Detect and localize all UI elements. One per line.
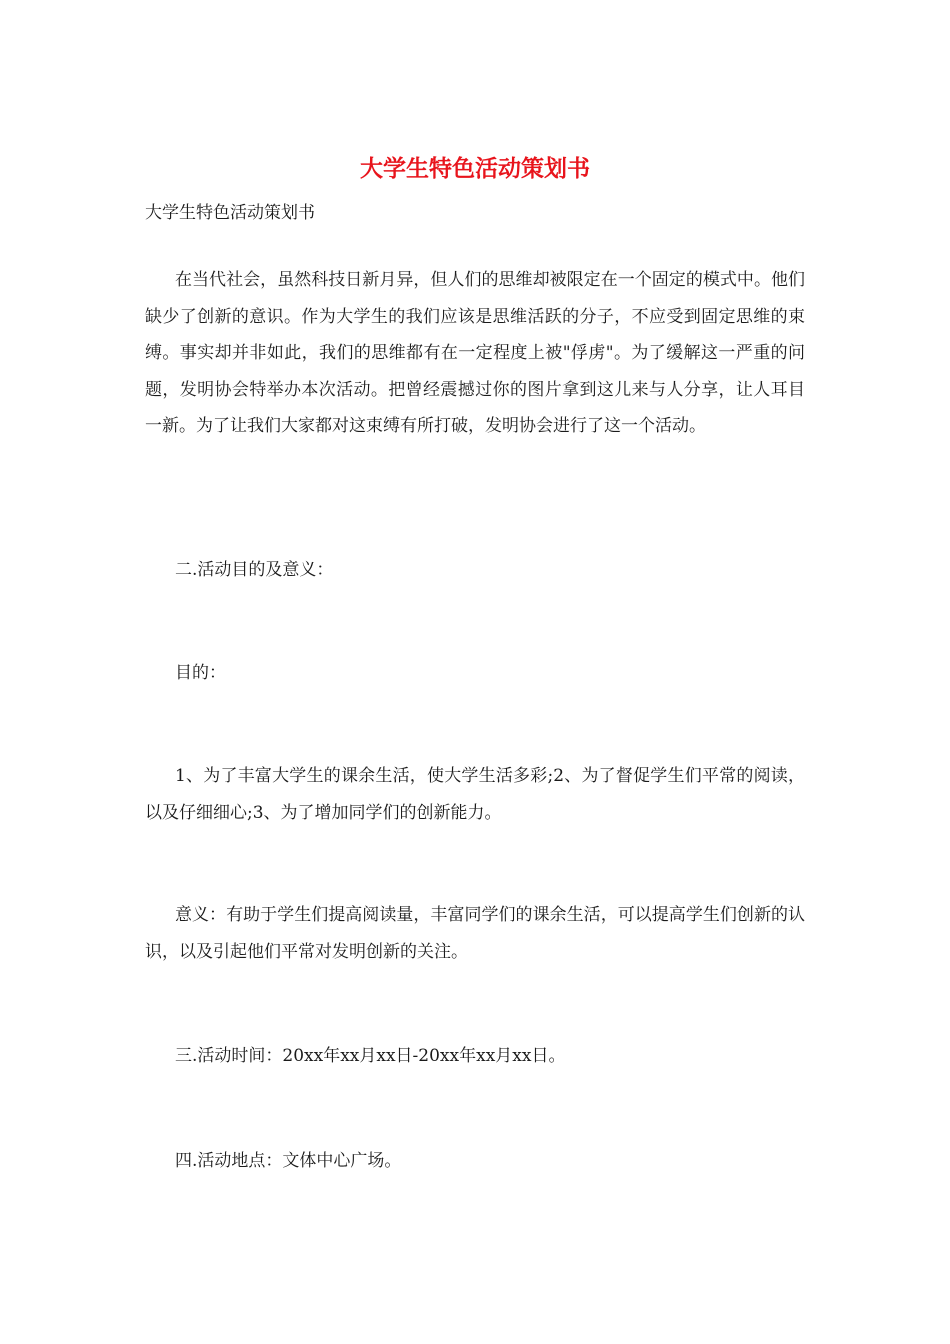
purpose-heading: 目的：	[175, 663, 226, 683]
purpose-paragraph: 1、为了丰富大学生的课余生活，使大学生活多彩;2、为了督促学生们平常的阅读，以及仔细细心;3、为了增加同学们的创新能力。	[145, 766, 805, 823]
section3-time: 三.活动时间：20xx年xx月xx日-20xx年xx月xx日。	[175, 1046, 566, 1066]
document-subtitle: 大学生特色活动策划书	[145, 203, 315, 223]
section4-place: 四.活动地点：文体中心广场。	[175, 1151, 402, 1171]
document-title: 大学生特色活动策划书	[360, 155, 590, 182]
intro-paragraph: 在当代社会，虽然科技日新月异，但人们的思维却被限定在一个固定的模式中。他们缺少了创新的意识。作为大学生的我们应该是思维活跃的分子，不应受到固定思维的束缚。事实却并非如此，我们的思维都有在一定程度上被"俘虏"。为了缓解这一严重的问题，发明协会特举办本次活动。把曾经震撼过你的图片拿到这儿来与人分享，让人耳目一新。为了让我们大家都对这束缚有所打破，发明协会进行了这一个活动。	[145, 270, 805, 436]
meaning-paragraph: 意义：有助于学生们提高阅读量，丰富同学们的课余生活，可以提高学生们创新的认识，以及引起他们平常对发明创新的关注。	[145, 905, 805, 962]
section2-heading: 二.活动目的及意义：	[175, 560, 334, 580]
